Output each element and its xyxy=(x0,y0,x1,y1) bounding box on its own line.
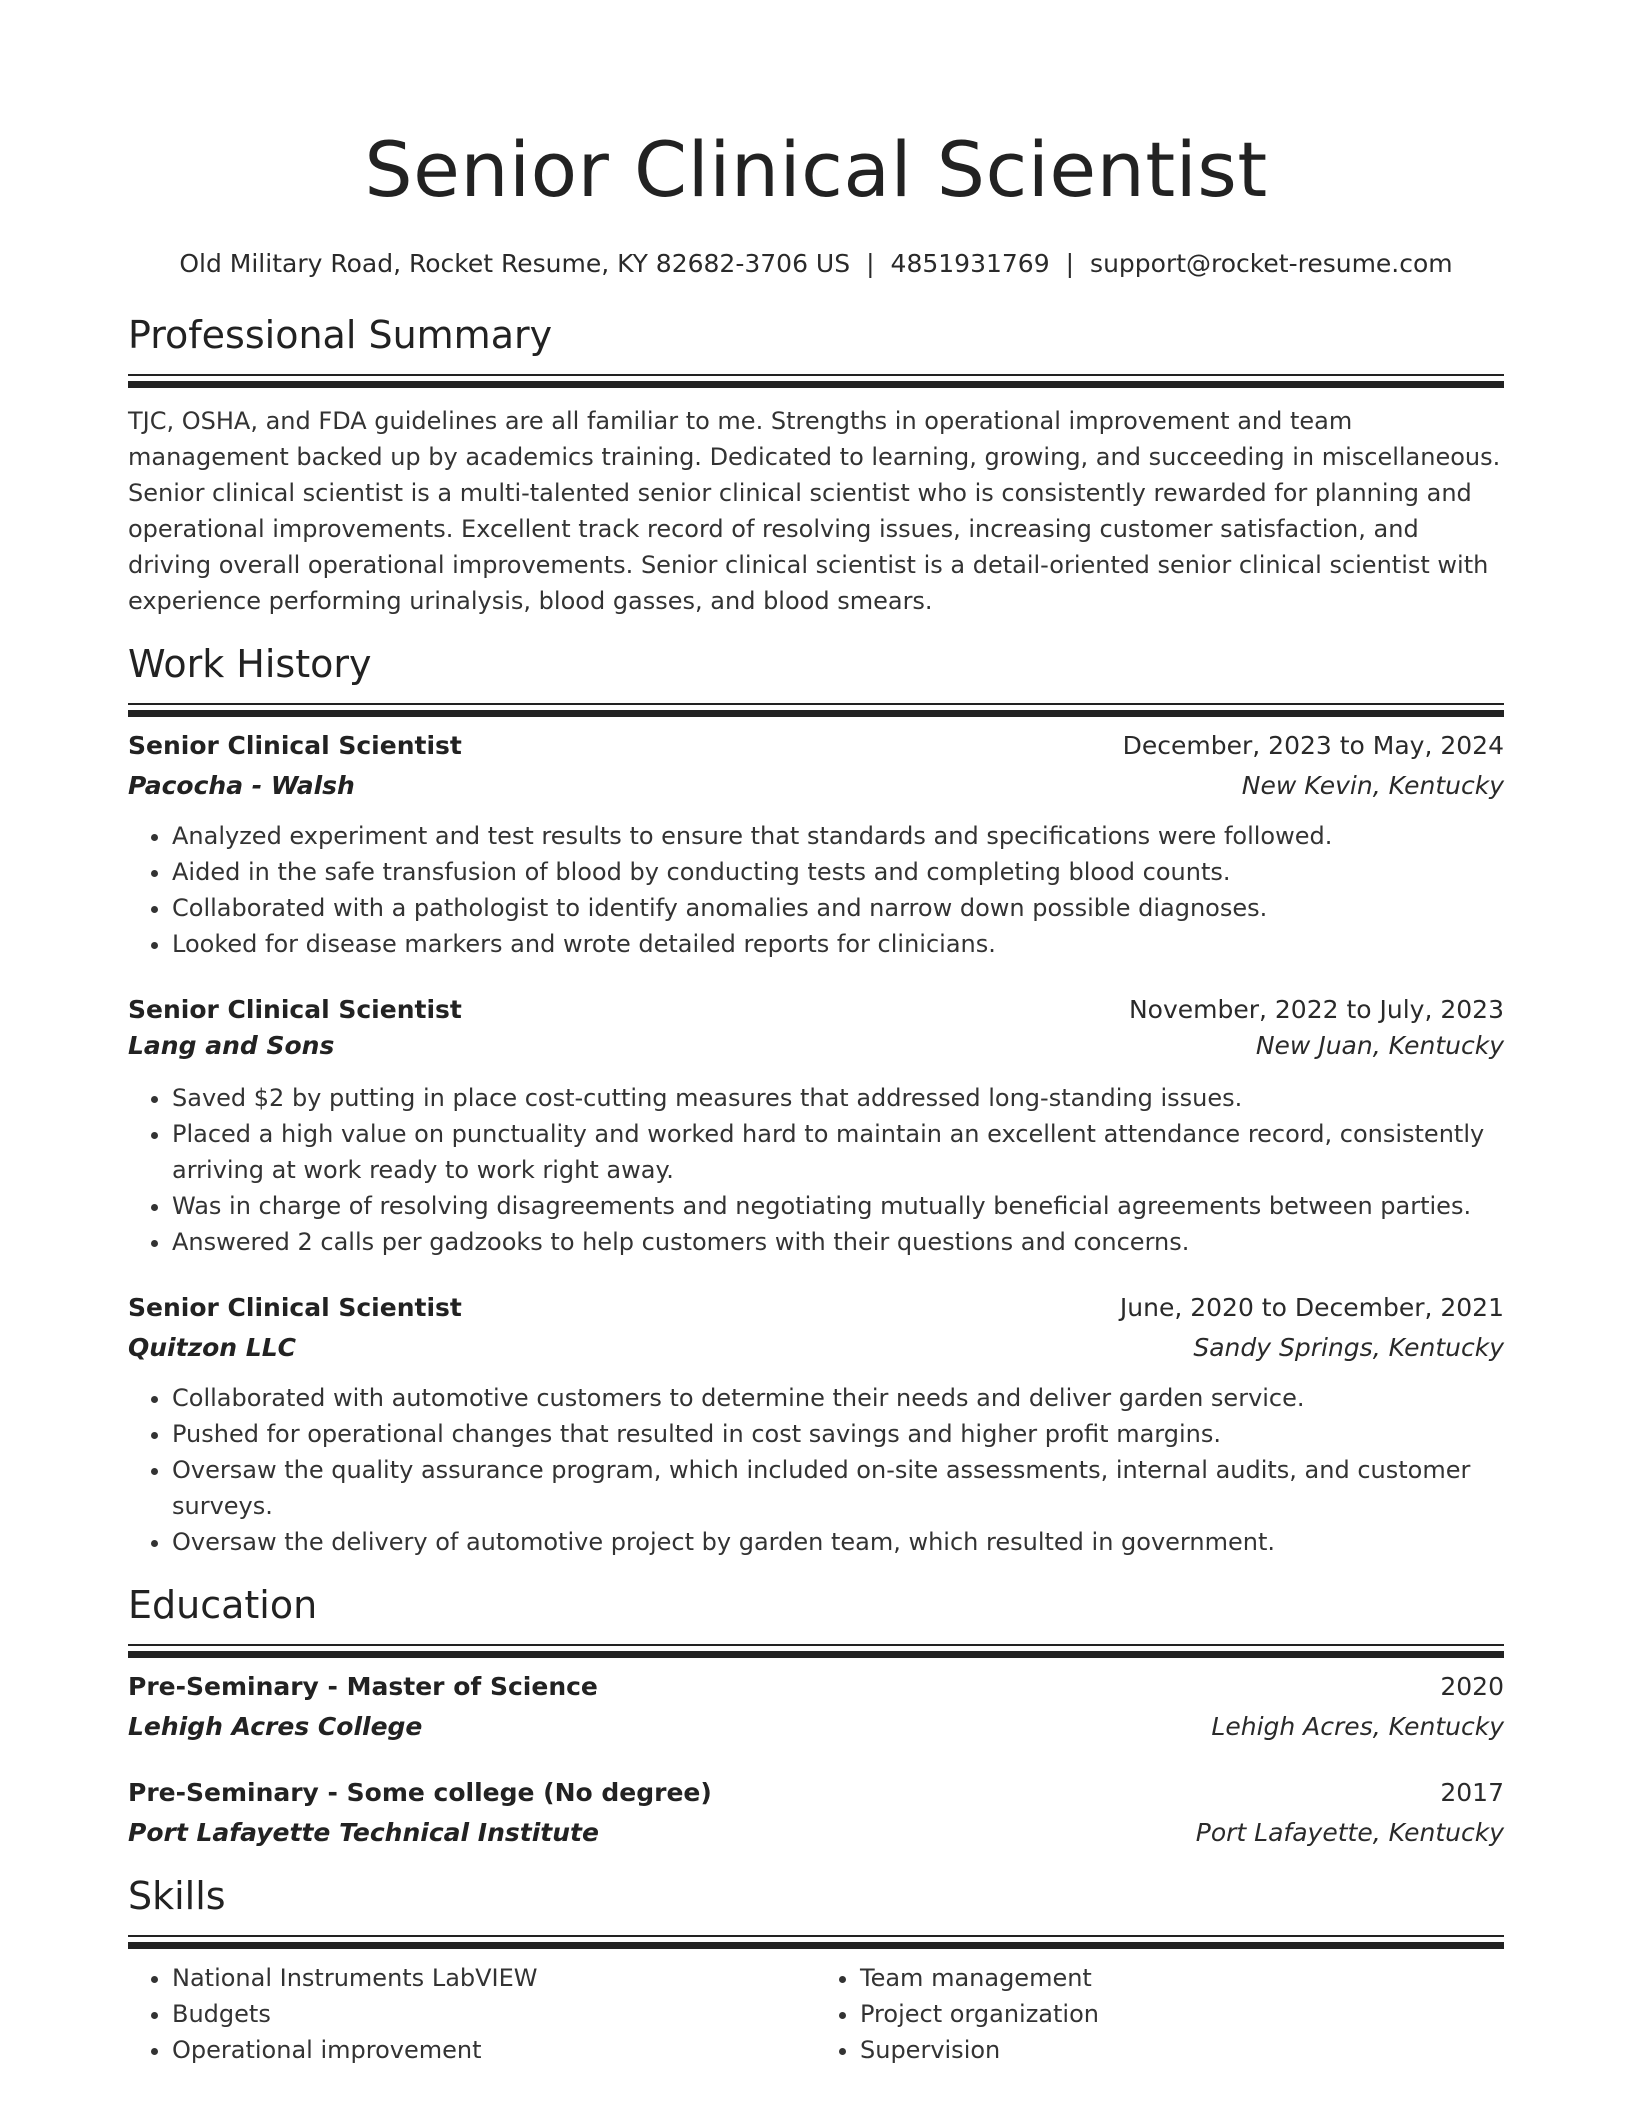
education-year: 2020 xyxy=(1440,1672,1504,1701)
summary-section xyxy=(128,310,1504,619)
work-history-heading: Work History xyxy=(128,642,372,686)
job-entry xyxy=(128,1290,1504,1560)
job-bullet: • Saved $2 by putting in place cost-cutting measures that addressed long-standing issues. xyxy=(172,1080,1504,1116)
job-bullet: • Placed a high value on punctuality and worked hard to maintain an excellent attendance record, consistently arriving at work ready to work right away. xyxy=(172,1116,1504,1188)
job-dates: June, 2020 to December, 2021 xyxy=(1119,1293,1504,1322)
education-location: Port Lafayette, Kentucky xyxy=(1195,1818,1504,1847)
job-bullet: • Analyzed experiment and test results to ensure that standards and specifications were followed. xyxy=(172,818,1504,854)
work-history-section xyxy=(128,639,1504,1560)
job-title: Senior Clinical Scientist xyxy=(128,731,462,760)
section-divider xyxy=(128,1644,1504,1651)
education-degree: Pre-Seminary - Master of Science xyxy=(128,1672,598,1701)
skill-item: • Budgets xyxy=(172,1996,816,2032)
job-bullet: • Was in charge of resolving disagreements and negotiating mutually beneficial agreements between parties. xyxy=(172,1188,1504,1224)
education-school: Lehigh Acres College xyxy=(128,1712,423,1741)
skill-item: • National Instruments LabVIEW xyxy=(172,1960,816,1996)
skill-item: • Operational improvement xyxy=(172,2032,816,2068)
education-entry xyxy=(128,1775,1504,1851)
job-bullets xyxy=(128,1080,1504,1260)
job-company: Pacocha - Walsh xyxy=(128,771,355,800)
education-location: Lehigh Acres, Kentucky xyxy=(1211,1712,1504,1741)
job-title: Senior Clinical Scientist xyxy=(128,1293,462,1322)
contact-email: support@rocket-resume.com xyxy=(1090,249,1453,278)
contact-separator: | xyxy=(1065,249,1075,278)
education-school: Port Lafayette Technical Institute xyxy=(128,1818,599,1847)
skills-heading: Skills xyxy=(128,1874,226,1918)
job-location: Sandy Springs, Kentucky xyxy=(1193,1333,1504,1362)
summary-heading: Professional Summary xyxy=(128,313,553,357)
education-section xyxy=(128,1580,1504,1851)
job-company: Lang and Sons xyxy=(128,1031,335,1060)
education-year: 2017 xyxy=(1440,1778,1504,1807)
job-bullet: • Collaborated with a pathologist to identify anomalies and narrow down possible diagnoses. xyxy=(172,890,1504,926)
job-title: Senior Clinical Scientist xyxy=(128,995,462,1024)
skill-item: • Team management xyxy=(860,1960,1504,1996)
job-bullet: • Pushed for operational changes that resulted in cost savings and higher profit margins. xyxy=(172,1416,1504,1452)
job-entry xyxy=(128,992,1504,1260)
skills-columns xyxy=(128,1960,1504,2068)
job-location: New Juan, Kentucky xyxy=(1255,1031,1504,1060)
job-bullet: • Answered 2 calls per gadzooks to help customers with their questions and concerns. xyxy=(172,1224,1504,1260)
skills-list-right xyxy=(816,1960,1504,2068)
job-entry xyxy=(128,728,1504,962)
education-entry xyxy=(128,1669,1504,1745)
job-bullet: • Oversaw the quality assurance program, which included on-site assessments, internal audits, and customer surveys. xyxy=(172,1452,1504,1524)
education-degree: Pre-Seminary - Some college (No degree) xyxy=(128,1778,712,1807)
contact-line xyxy=(128,247,1504,281)
skills-list-left xyxy=(128,1960,816,2068)
resume-name: Senior Clinical Scientist xyxy=(364,125,1268,214)
job-bullets xyxy=(128,818,1504,962)
job-bullet: • Looked for disease markers and wrote detailed reports for clinicians. xyxy=(172,926,1504,962)
skill-item: • Project organization xyxy=(860,1996,1504,2032)
skills-section xyxy=(128,1871,1504,2068)
job-dates: November, 2022 to July, 2023 xyxy=(1128,995,1504,1024)
job-bullets xyxy=(128,1380,1504,1560)
summary-text: TJC, OSHA, and FDA guidelines are all familiar to me. Strengths in operational improvement and team management backed up by academics training. Dedicated to learning, growing, and succeeding in miscellaneous. Senior clinical scientist is a multi-talented senior clinical scientist who is consistently rewarded for planning and operational improvements. Excellent track record of resolving issues, increasing customer satisfaction, and driving overall operational improvements. Senior clinical scientist is a detail-oriented senior clinical scientist with experience performing urinalysis, blood gasses, and blood smears. xyxy=(128,407,1501,615)
contact-address: Old Military Road, Rocket Resume, KY 82682-3706 US xyxy=(179,249,851,278)
section-divider xyxy=(128,703,1504,710)
job-bullet: • Collaborated with automotive customers to determine their needs and deliver garden service. xyxy=(172,1380,1504,1416)
job-bullet: • Oversaw the delivery of automotive project by garden team, which resulted in government. xyxy=(172,1524,1504,1560)
section-divider xyxy=(128,374,1504,381)
job-company: Quitzon LLC xyxy=(128,1333,297,1362)
education-heading: Education xyxy=(128,1583,318,1627)
contact-phone: 4851931769 xyxy=(890,249,1050,278)
section-divider xyxy=(128,1935,1504,1942)
job-dates: December, 2023 to May, 2024 xyxy=(1122,731,1504,760)
skill-item: • Supervision xyxy=(860,2032,1504,2068)
job-location: New Kevin, Kentucky xyxy=(1241,771,1504,800)
contact-separator: | xyxy=(866,249,875,278)
job-bullet: • Aided in the safe transfusion of blood by conducting tests and completing blood counts. xyxy=(172,854,1504,890)
